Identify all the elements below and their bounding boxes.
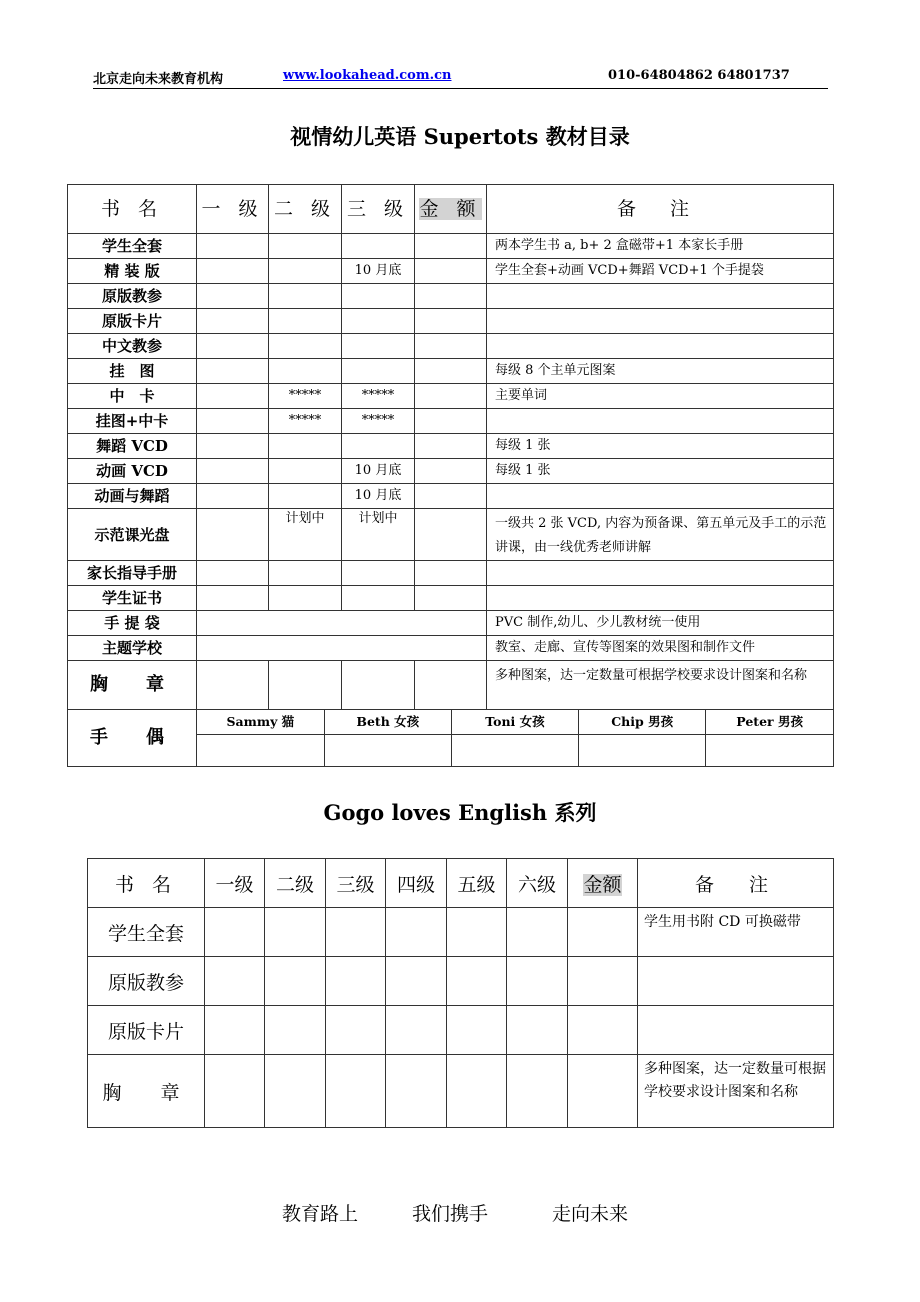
row-amount bbox=[415, 484, 487, 509]
row-name: 胸 章 bbox=[68, 661, 197, 710]
col-header-level6: 六级 bbox=[507, 859, 568, 908]
row-l1 bbox=[197, 586, 269, 611]
row-amount bbox=[415, 661, 487, 710]
table-row bbox=[88, 1006, 834, 1055]
row-cell bbox=[326, 908, 386, 957]
row-l1 bbox=[197, 309, 269, 334]
table-row bbox=[68, 284, 834, 309]
col-header-amount: 金额 bbox=[568, 859, 638, 908]
row-cell bbox=[205, 1006, 265, 1055]
row-remark: 每级 1 张 bbox=[487, 459, 834, 484]
row-remark: 每级 1 张 bbox=[487, 434, 834, 459]
row-l2 bbox=[269, 484, 342, 509]
row-cell bbox=[568, 1055, 638, 1128]
row-cell bbox=[326, 1006, 386, 1055]
row-name: 挂图+中卡 bbox=[68, 409, 197, 434]
row-name: 舞蹈 VCD bbox=[68, 434, 197, 459]
row-l2 bbox=[269, 359, 342, 384]
slogan-part: 走向未来 bbox=[552, 1203, 629, 1225]
row-cell bbox=[507, 1055, 568, 1128]
row-remark bbox=[487, 586, 834, 611]
row-l1 bbox=[197, 434, 269, 459]
org-name: 北京走向未来教育机构 bbox=[93, 72, 224, 87]
row-remark bbox=[487, 284, 834, 309]
row-cell bbox=[386, 1006, 447, 1055]
table-row bbox=[68, 359, 834, 384]
row-cell bbox=[265, 957, 326, 1006]
table-row bbox=[88, 1055, 834, 1128]
col-header-level2: 二级 bbox=[265, 859, 326, 908]
table-row bbox=[68, 459, 834, 484]
table-row bbox=[68, 384, 834, 409]
row-name: 原版教参 bbox=[88, 957, 205, 1006]
row-l1 bbox=[197, 359, 269, 384]
table-row bbox=[88, 908, 834, 957]
row-name: 家长指导手册 bbox=[68, 561, 197, 586]
row-l2 bbox=[269, 259, 342, 284]
table-row bbox=[68, 434, 834, 459]
row-remark: 多种图案，达一定数量可根据学校要求设计图案和名称 bbox=[638, 1055, 834, 1128]
puppet-item: Beth 女孩 bbox=[324, 710, 451, 735]
row-l3: ***** bbox=[342, 384, 415, 409]
row-remark bbox=[487, 309, 834, 334]
gogo-table bbox=[87, 858, 834, 1128]
puppet-item: Chip 男孩 bbox=[579, 710, 706, 735]
row-remark: 每级 8 个主单元图案 bbox=[487, 359, 834, 384]
puppet-cell bbox=[197, 710, 834, 767]
table-row bbox=[68, 484, 834, 509]
row-name: 动画 VCD bbox=[68, 459, 197, 484]
row-name: 精 装 版 bbox=[68, 259, 197, 284]
row-name: 手 提 袋 bbox=[68, 611, 197, 636]
row-name: 中文教参 bbox=[68, 334, 197, 359]
table-row bbox=[68, 561, 834, 586]
row-remark bbox=[638, 957, 834, 1006]
row-name: 学生证书 bbox=[68, 586, 197, 611]
row-amount bbox=[415, 259, 487, 284]
row-amount bbox=[415, 434, 487, 459]
table-row bbox=[68, 334, 834, 359]
row-l3 bbox=[342, 284, 415, 309]
row-l3: 10 月底 bbox=[342, 259, 415, 284]
row-name: 动画与舞蹈 bbox=[68, 484, 197, 509]
col-header-level1: 一级 bbox=[205, 859, 265, 908]
row-name: 学生全套 bbox=[68, 234, 197, 259]
row-l3: ***** bbox=[342, 409, 415, 434]
col-header-level1: 一 级 bbox=[197, 185, 269, 234]
row-l2: ***** bbox=[269, 409, 342, 434]
row-amount bbox=[415, 586, 487, 611]
slogan-part: 教育路上 bbox=[282, 1203, 359, 1225]
row-l3: 10 月底 bbox=[342, 484, 415, 509]
row-name: 原版卡片 bbox=[88, 1006, 205, 1055]
row-remark bbox=[638, 1006, 834, 1055]
row-remark bbox=[487, 484, 834, 509]
row-cell bbox=[568, 957, 638, 1006]
row-amount bbox=[415, 561, 487, 586]
row-remark: 主要单词 bbox=[487, 384, 834, 409]
row-l1 bbox=[197, 484, 269, 509]
row-l1 bbox=[197, 459, 269, 484]
col-header-level5: 五级 bbox=[447, 859, 507, 908]
row-l2 bbox=[269, 284, 342, 309]
row-remark: 两本学生书 a, b+ 2 盒磁带+1 本家长手册 bbox=[487, 234, 834, 259]
row-l2 bbox=[269, 561, 342, 586]
row-amount bbox=[415, 409, 487, 434]
row-merged-cell bbox=[197, 611, 487, 636]
puppet-item: Sammy 猫 bbox=[197, 710, 324, 735]
row-l2: 计划中 bbox=[269, 509, 342, 561]
row-l1 bbox=[197, 234, 269, 259]
table-row bbox=[68, 586, 834, 611]
row-l1 bbox=[197, 661, 269, 710]
row-name: 原版卡片 bbox=[68, 309, 197, 334]
row-amount bbox=[415, 234, 487, 259]
phone-number: 010-64804862 64801737 bbox=[608, 68, 790, 83]
row-l3 bbox=[342, 309, 415, 334]
row-cell bbox=[568, 908, 638, 957]
row-cell bbox=[447, 908, 507, 957]
row-cell bbox=[386, 1055, 447, 1128]
row-cell bbox=[326, 1055, 386, 1128]
col-header-amount: 金 额 bbox=[415, 185, 487, 234]
row-cell bbox=[447, 1006, 507, 1055]
row-l1 bbox=[197, 509, 269, 561]
row-cell bbox=[265, 1055, 326, 1128]
row-name: 示范课光盘 bbox=[68, 509, 197, 561]
row-remark: 一级共 2 张 VCD, 内容为预备课、第五单元及手工的示范讲课，由一线优秀老师讲解 bbox=[487, 509, 834, 561]
row-l2 bbox=[269, 586, 342, 611]
row-l1 bbox=[197, 561, 269, 586]
puppet-label: 手 偶 bbox=[68, 710, 197, 767]
row-cell bbox=[568, 1006, 638, 1055]
row-l2 bbox=[269, 459, 342, 484]
row-merged-cell bbox=[197, 636, 487, 661]
row-amount bbox=[415, 334, 487, 359]
row-cell bbox=[447, 1055, 507, 1128]
row-l3 bbox=[342, 586, 415, 611]
row-l3 bbox=[342, 234, 415, 259]
col-header-name: 书 名 bbox=[88, 859, 205, 908]
table-row bbox=[68, 234, 834, 259]
row-cell bbox=[507, 957, 568, 1006]
row-l1 bbox=[197, 334, 269, 359]
table-row bbox=[68, 710, 834, 767]
table-row bbox=[68, 661, 834, 710]
row-name: 学生全套 bbox=[88, 908, 205, 957]
row-l3: 10 月底 bbox=[342, 459, 415, 484]
row-remark: 教室、走廊、宣传等图案的效果图和制作文件 bbox=[487, 636, 834, 661]
row-l3: 计划中 bbox=[342, 509, 415, 561]
row-l2 bbox=[269, 309, 342, 334]
row-cell bbox=[205, 908, 265, 957]
row-cell bbox=[386, 957, 447, 1006]
row-l1 bbox=[197, 284, 269, 309]
puppet-item: Toni 女孩 bbox=[451, 710, 578, 735]
table-row bbox=[68, 611, 834, 636]
row-amount bbox=[415, 359, 487, 384]
row-l2: ***** bbox=[269, 384, 342, 409]
supertots-table bbox=[67, 184, 834, 767]
row-l2 bbox=[269, 434, 342, 459]
row-cell bbox=[205, 957, 265, 1006]
puppet-table bbox=[197, 710, 833, 766]
table-row bbox=[68, 409, 834, 434]
gogo-title: Gogo loves English 系列 bbox=[323, 800, 597, 825]
row-name: 挂 图 bbox=[68, 359, 197, 384]
row-l2 bbox=[269, 234, 342, 259]
row-l2 bbox=[269, 334, 342, 359]
row-cell bbox=[265, 908, 326, 957]
row-amount bbox=[415, 509, 487, 561]
row-name: 原版教参 bbox=[68, 284, 197, 309]
row-l3 bbox=[342, 359, 415, 384]
row-amount bbox=[415, 284, 487, 309]
table-row bbox=[68, 309, 834, 334]
website-link[interactable]: www.lookahead.com.cn bbox=[283, 68, 452, 83]
row-remark bbox=[487, 561, 834, 586]
row-l1 bbox=[197, 384, 269, 409]
slogan-part: 我们携手 bbox=[412, 1203, 489, 1225]
row-l3 bbox=[342, 334, 415, 359]
table-row bbox=[68, 509, 834, 561]
table-header-row bbox=[68, 185, 834, 234]
row-amount bbox=[415, 384, 487, 409]
row-l3 bbox=[342, 561, 415, 586]
row-l1 bbox=[197, 409, 269, 434]
row-remark bbox=[487, 334, 834, 359]
row-l2 bbox=[269, 661, 342, 710]
puppet-item: Peter 男孩 bbox=[706, 710, 833, 735]
row-cell bbox=[205, 1055, 265, 1128]
row-cell bbox=[265, 1006, 326, 1055]
page-header bbox=[93, 66, 828, 89]
col-header-level2: 二 级 bbox=[269, 185, 342, 234]
supertots-title: 视情幼儿英语 Supertots 教材目录 bbox=[290, 124, 630, 149]
table-header-row bbox=[88, 859, 834, 908]
row-cell bbox=[386, 908, 447, 957]
row-cell bbox=[447, 957, 507, 1006]
col-header-level3: 三 级 bbox=[342, 185, 415, 234]
row-remark: 多种图案，达一定数量可根据学校要求设计图案和名称 bbox=[487, 661, 834, 710]
row-l3 bbox=[342, 661, 415, 710]
col-header-level4: 四级 bbox=[386, 859, 447, 908]
row-cell bbox=[326, 957, 386, 1006]
row-amount bbox=[415, 309, 487, 334]
row-l1 bbox=[197, 259, 269, 284]
row-cell bbox=[507, 1006, 568, 1055]
row-name: 胸 章 bbox=[88, 1055, 205, 1128]
row-remark bbox=[487, 409, 834, 434]
col-header-remark: 备 注 bbox=[638, 859, 834, 908]
table-row bbox=[68, 636, 834, 661]
table-row bbox=[68, 259, 834, 284]
row-name: 主题学校 bbox=[68, 636, 197, 661]
col-header-remark: 备 注 bbox=[487, 185, 834, 234]
row-name: 中 卡 bbox=[68, 384, 197, 409]
row-remark: 学生用书附 CD 可换磁带 bbox=[638, 908, 834, 957]
col-header-level3: 三级 bbox=[326, 859, 386, 908]
row-cell bbox=[507, 908, 568, 957]
row-remark: 学生全套+动画 VCD+舞蹈 VCD+1 个手提袋 bbox=[487, 259, 834, 284]
row-amount bbox=[415, 459, 487, 484]
row-l3 bbox=[342, 434, 415, 459]
col-header-name: 书 名 bbox=[68, 185, 197, 234]
row-remark: PVC 制作,幼儿、少儿教材统一使用 bbox=[487, 611, 834, 636]
table-row bbox=[88, 957, 834, 1006]
